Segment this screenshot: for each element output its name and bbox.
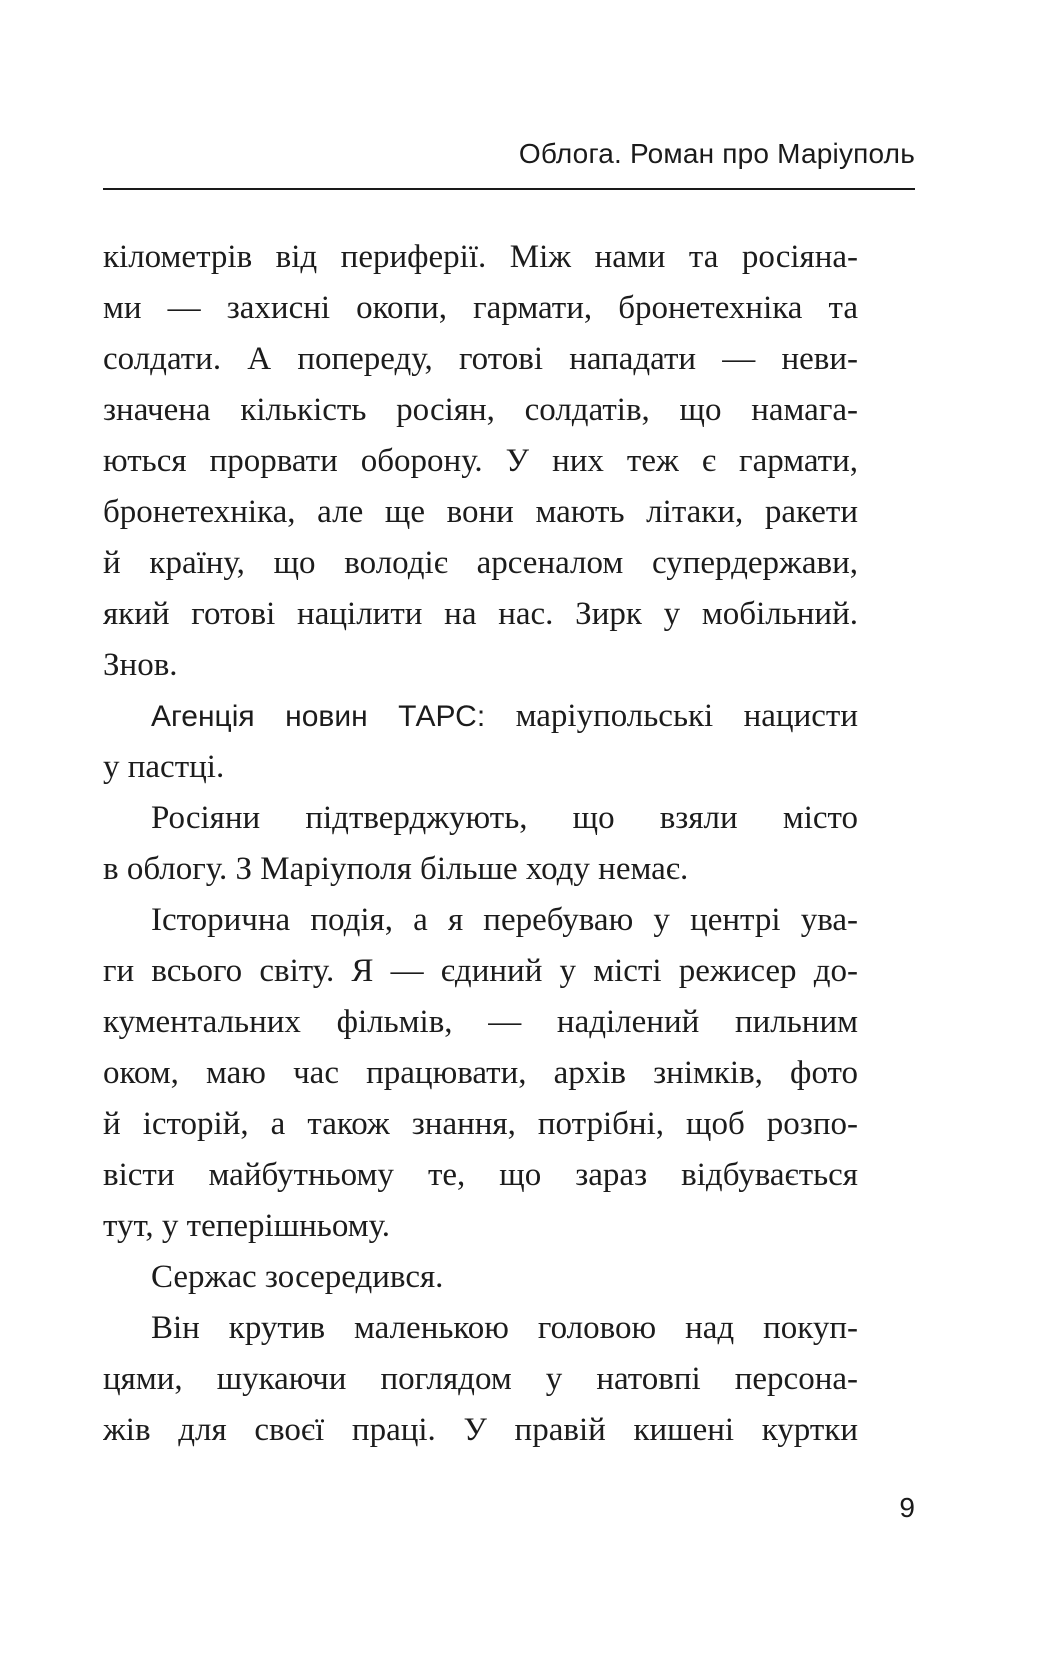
text-line: бронетехніка, але ще вони мають літаки, ракети (103, 494, 858, 530)
header-rule (103, 188, 915, 190)
text-line: який готові націлити на нас. Зирк у мобільний. (103, 596, 858, 632)
text-line: й історій, а також знання, потрібні, щоб розпо- (103, 1106, 858, 1142)
body-text (103, 232, 858, 1456)
text-line: ги всього світу. Я — єдиний у місті режисер до- (103, 953, 858, 989)
text-line: й країну, що володіє арсеналом супердержави, (103, 545, 858, 581)
text-line: Він крутив маленькою головою над покуп- (151, 1310, 858, 1346)
running-head-title: Облога. Роман про Маріуполь (518, 138, 915, 169)
text-line: Росіяни підтверджують, що взяли місто (151, 800, 858, 836)
news-agency-label: Агенція новин ТАРС: (151, 700, 486, 733)
text-line: Знов. (103, 647, 178, 683)
text-line: ються прорвати оборону. У них теж є гармати, (103, 443, 858, 479)
text-line: цями, шукаючи поглядом у натовпі персона- (103, 1361, 858, 1397)
text-line: ми — захисні окопи, гармати, бронетехніка та (103, 290, 858, 326)
text-line: Історична подія, а я перебуваю у центрі ува- (151, 902, 858, 938)
text-line: Сержас зосередився. (151, 1259, 444, 1295)
text-line: кументальних фільмів, — наділений пильним (103, 1004, 858, 1040)
page-number: 9 (899, 1492, 915, 1523)
text-line: у пастці. (103, 749, 225, 785)
text-line: оком, маю час працювати, архів знімків, фото (103, 1055, 858, 1091)
news-headline-line (103, 691, 858, 742)
text-line: кілометрів від периферії. Між нами та росіяна- (103, 239, 858, 275)
text-line: солдати. А попереду, готові нападати — неви- (103, 341, 858, 377)
news-headline-text: маріупольські нацисти (485, 698, 858, 734)
text-line: вісти майбутньому те, що зараз відбувається (103, 1157, 858, 1193)
text-line: тут, у теперішньому. (103, 1208, 391, 1244)
text-line: в облогу. З Маріуполя більше ходу немає. (103, 851, 689, 887)
text-line: жів для своєї праці. У правій кишені куртки (103, 1412, 858, 1448)
text-line: значена кількість росіян, солдатів, що намага- (103, 392, 858, 428)
